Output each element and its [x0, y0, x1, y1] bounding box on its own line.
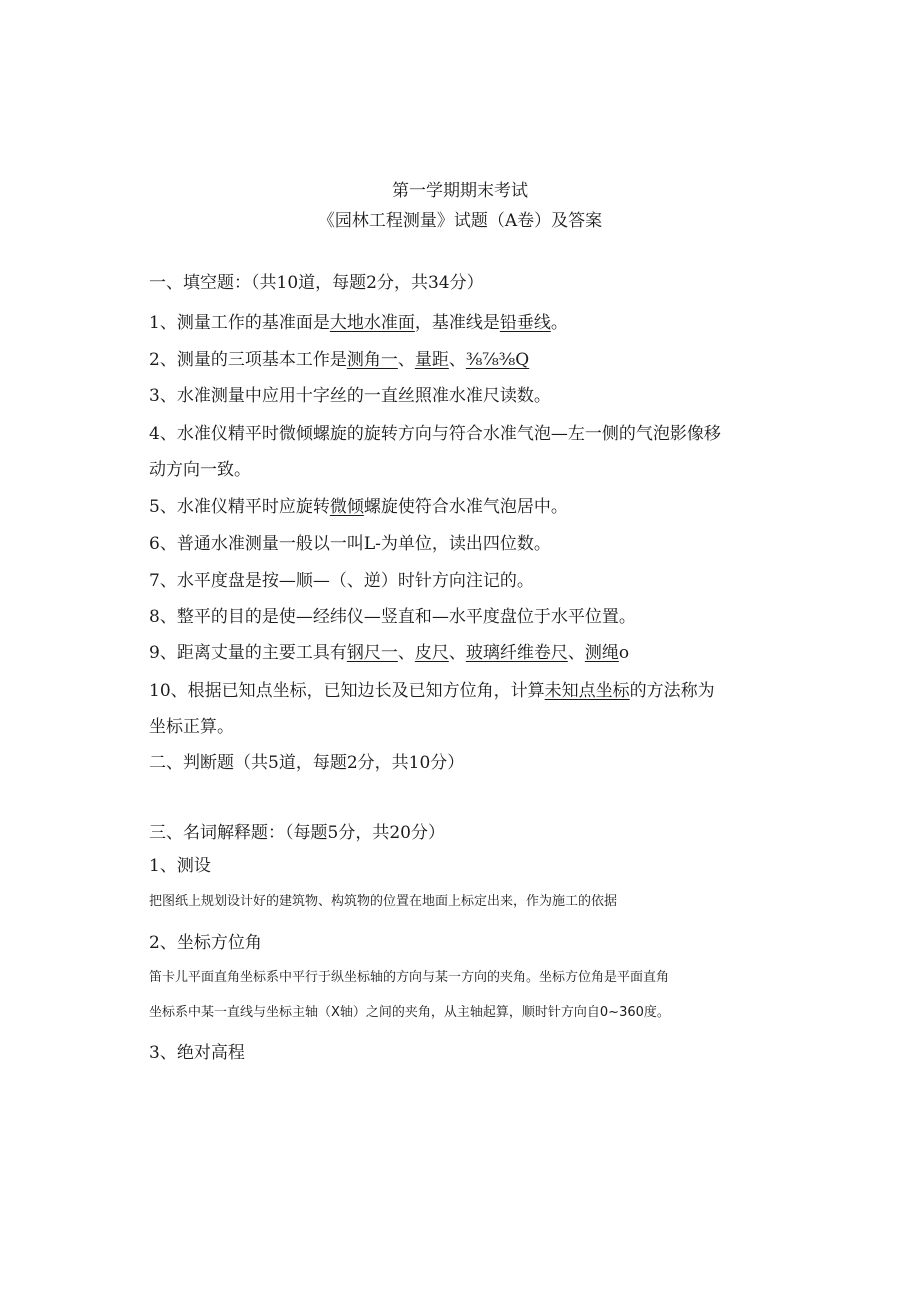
question-6: 6、普通水准测量一般以一叫L-为单位，读出四位数。 [149, 534, 551, 554]
question-4-line2: 动方向一致。 [149, 460, 251, 480]
q2-answer-2: 量距 [414, 350, 449, 370]
section1-heading: 一、填空题：（共10道，每题2分，共34分） [149, 273, 484, 293]
q5-text-a: 5、水准仪精平时应旋转 [149, 497, 330, 517]
term-1-definition: 把图纸上规划设计好的建筑物、构筑物的位置在地面上标定出来，作为施工的依据 [149, 894, 618, 909]
q10-text-c: 的方法称为 [629, 681, 715, 701]
q9-answer-1: 钢尺一 [346, 643, 398, 663]
q1-text-c: ，基准线是 [414, 313, 500, 333]
term-2-definition-line2: 坐标系中某一直线与坐标主轴（X轴）之间的夹角，从主轴起算，顺时针方向自0~360度。 [149, 1005, 670, 1020]
q5-text-c: 螺旋使符合水准气泡居中。 [363, 497, 568, 517]
q9-answer-2: 皮尺 [414, 643, 449, 663]
page-title: 第一学期期末考试 [392, 181, 528, 201]
q1-text-a: 1、测量工作的基准面是 [149, 313, 330, 333]
question-8: 8、整平的目的是使—经纬仪—竖直和—水平度盘位于水平位置。 [149, 607, 636, 627]
question-10-line1 [149, 676, 715, 701]
question-10-line2: 坐标正算。 [149, 717, 234, 737]
question-2 [149, 345, 529, 370]
term-2-definition-line1: 笛卡儿平面直角坐标系中平行于纵坐标轴的方向与某一方向的夹角。坐标方位角是平面直角 [149, 970, 670, 985]
question-5 [149, 492, 568, 517]
section2-heading: 二、判断题（共5道，每题2分，共10分） [149, 753, 465, 773]
q1-text-e: 。 [550, 313, 568, 333]
q2-sep-2: 、 [448, 350, 466, 370]
page-subtitle: 《园林工程测量》试题（A卷）及答案 [317, 211, 603, 231]
question-7: 7、水平度盘是按—顺—（、逆）时针方向注记的。 [149, 571, 534, 591]
q9-sep-3: 、 [567, 643, 585, 663]
question-9 [149, 638, 629, 663]
section3-heading: 三、名词解释题：（每题5分，共20分） [149, 823, 445, 843]
q10-text-a: 10、根据已知点坐标，已知边长及已知方位角，计算 [149, 681, 545, 701]
q9-answer-4: 测绳 [584, 643, 619, 663]
q9-answer-3: 玻璃纤维卷尺 [465, 643, 568, 663]
q2-sep-1: 、 [397, 350, 415, 370]
q5-answer: 微倾 [329, 497, 364, 517]
q1-answer-2: 铅垂线 [499, 313, 551, 333]
q9-sep-2: 、 [448, 643, 466, 663]
question-3: 3、水准测量中应用十字丝的一直丝照准水准尺读数。 [149, 386, 551, 406]
term-3-title: 3、绝对高程 [149, 1043, 245, 1063]
q1-answer-1: 大地水准面 [329, 313, 415, 333]
q9-text-a: 9、距离丈量的主要工具有 [149, 643, 347, 663]
q9-sep-1: 、 [397, 643, 415, 663]
q9-text-end: o [618, 643, 630, 663]
question-4-line1: 4、水准仪精平时微倾螺旋的旋转方向与符合水准气泡—左一侧的气泡影像移 [149, 424, 721, 444]
term-1-title: 1、测设 [149, 856, 211, 876]
q2-answer-3: ⅜⅞⅜Q [465, 350, 530, 370]
q2-answer-1: 测角一 [346, 350, 398, 370]
q2-text-a: 2、测量的三项基本工作是 [149, 350, 347, 370]
q10-answer: 未知点坐标 [544, 681, 630, 701]
question-1 [149, 308, 568, 333]
term-2-title: 2、坐标方位角 [149, 933, 262, 953]
